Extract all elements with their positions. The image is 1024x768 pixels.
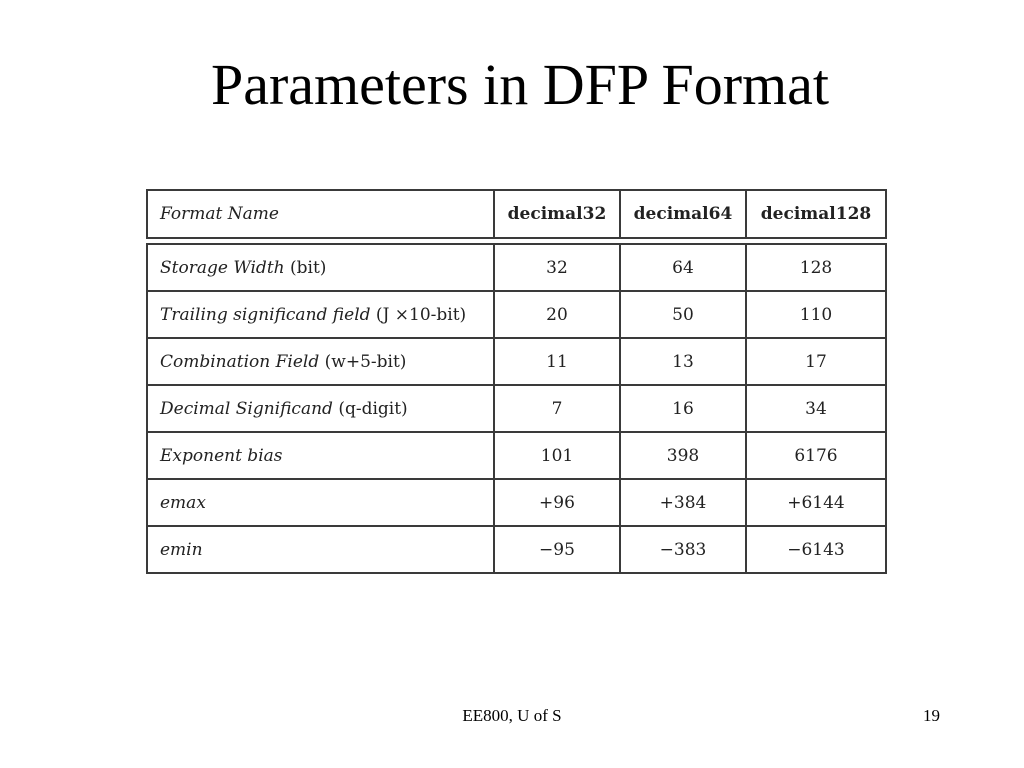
footer-course: EE800, U of S [462,706,562,725]
row-label-text: Combination Field [160,351,320,372]
table-header [146,189,887,239]
cell-decimal32: 11 [494,338,620,385]
header-decimal64: decimal64 [620,190,746,238]
row-label [147,479,494,526]
table-row [147,432,886,479]
cell-decimal64: 13 [620,338,746,385]
row-label [147,291,494,338]
cell-decimal64: 398 [620,432,746,479]
table-row [147,338,886,385]
table-row [147,526,886,573]
cell-decimal128: 17 [746,338,886,385]
cell-decimal64: +384 [620,479,746,526]
row-label-text: Storage Width [160,257,285,278]
table-row [147,385,886,432]
header-row [147,190,886,238]
row-label-text: emax [160,492,206,513]
table-row [147,291,886,338]
table-body [146,243,887,574]
cell-decimal64: 64 [620,244,746,291]
cell-decimal32: +96 [494,479,620,526]
row-label [147,338,494,385]
cell-decimal128: 110 [746,291,886,338]
row-label-unit: (w+5-bit) [319,351,407,372]
cell-decimal128: 128 [746,244,886,291]
row-label [147,385,494,432]
cell-decimal128: 6176 [746,432,886,479]
row-label-text: Trailing significand field [160,304,371,325]
cell-decimal64: 50 [620,291,746,338]
header-label: Format Name [147,190,494,238]
row-label [147,432,494,479]
cell-decimal32: 101 [494,432,620,479]
table-row [147,479,886,526]
row-label-unit: (J ×10-bit) [370,304,467,325]
header-decimal128: decimal128 [746,190,886,238]
row-label [147,526,494,573]
header-decimal32: decimal32 [494,190,620,238]
row-label-unit: (q-digit) [332,398,408,419]
row-label-text: Exponent bias [160,445,283,466]
cell-decimal64: 16 [620,385,746,432]
cell-decimal32: −95 [494,526,620,573]
cell-decimal128: +6144 [746,479,886,526]
cell-decimal128: −6143 [746,526,886,573]
row-label-text: emin [160,539,203,560]
cell-decimal32: 32 [494,244,620,291]
dfp-parameters-table [146,189,885,585]
row-label-unit: (bit) [284,257,327,278]
row-label [147,244,494,291]
cell-decimal128: 34 [746,385,886,432]
table-row [147,244,886,291]
slide-title: Parameters in DFP Format [210,52,830,117]
cell-decimal32: 7 [494,385,620,432]
page-number: 19 [923,706,940,725]
row-label-text: Decimal Significand [160,398,333,419]
cell-decimal32: 20 [494,291,620,338]
cell-decimal64: −383 [620,526,746,573]
